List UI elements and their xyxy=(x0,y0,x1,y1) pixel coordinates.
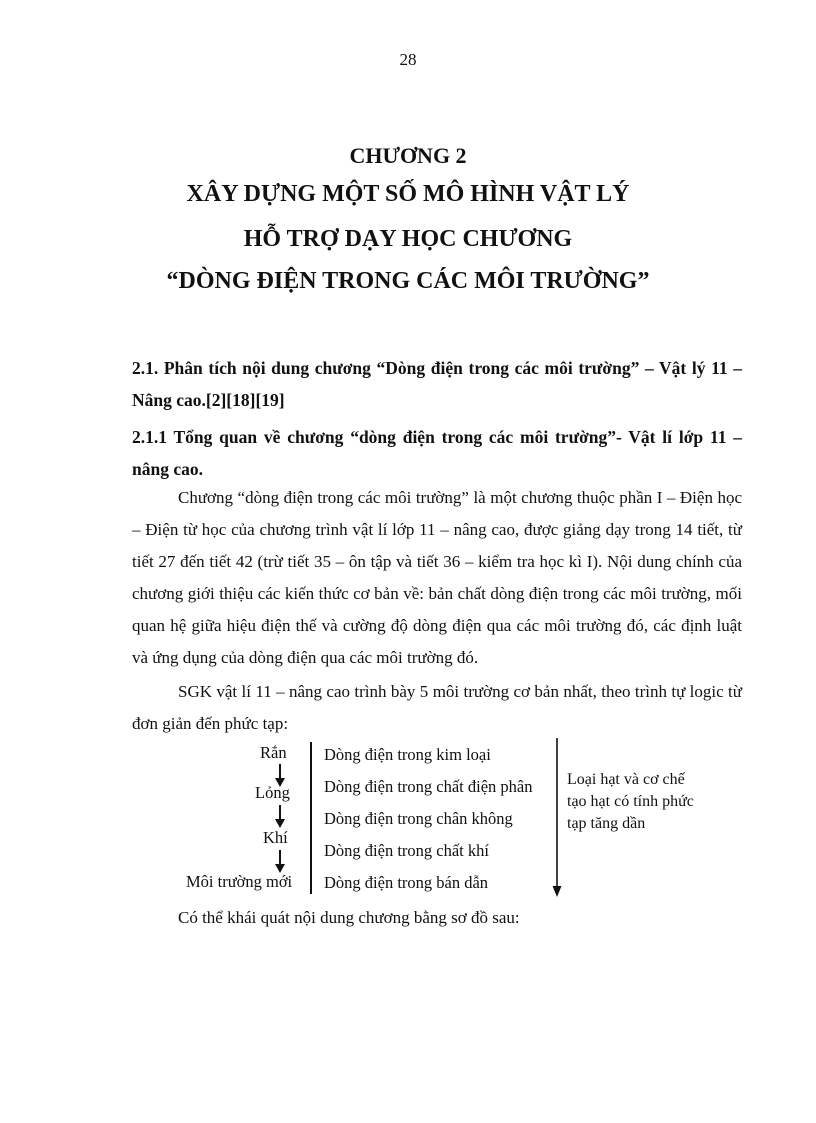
current-vacuum: Dòng điện trong chân không xyxy=(324,809,513,828)
page-number: 28 xyxy=(399,50,417,69)
arrow-down-icon xyxy=(274,805,286,829)
current-semiconductor: Dòng điện trong bán dẫn xyxy=(324,873,489,892)
long-arrow-down-icon xyxy=(551,738,563,898)
chapter-title-line3: “DÒNG ĐIỆN TRONG CÁC MÔI TRƯỜNG” xyxy=(166,268,650,294)
state-solid: Rắn xyxy=(260,743,287,762)
state-gas: Khí xyxy=(263,828,288,847)
chapter-title-line1: XÂY DỰNG MỘT SỐ MÔ HÌNH VẬT LÝ xyxy=(186,181,630,207)
closing-sentence: Có thể khái quát nội dung chương bằng sơ đồ sau: xyxy=(178,908,520,927)
divider-line xyxy=(310,742,312,894)
current-gas: Dòng điện trong chất khí xyxy=(324,841,489,860)
chapter-title-line2: HỖ TRỢ DẠY HỌC CHƯƠNG xyxy=(243,226,573,252)
state-new-medium: Môi trường mới xyxy=(186,872,293,891)
current-electrolyte: Dòng điện trong chất điện phân xyxy=(324,777,533,796)
paragraph-sequence: SGK vật lí 11 – nâng cao trình bày 5 môi trường cơ bản nhất, theo trình tự logic từ đơn giản đến phức tạp: xyxy=(132,682,742,733)
paragraph-overview: Chương “dòng điện trong các môi trường” là một chương thuộc phần I – Điện học – Điện từ học của chương trình vật lí lớp 11 – nâng cao, được giảng dạy trong 14 tiết, từ tiết 27 đến tiết 42 (trừ tiết 35 – ôn tập và tiết 36 – kiểm tra học kì I). Nội dung chính của chương giới thiệu các kiến thức cơ bản về: bản chất dòng điện trong các môi trường, mối quan hệ giữa hiệu điện thế và cường độ dòng điện qua các môi trường đó, các định luật và ứng dụng của dòng điện qua các môi trường đó. xyxy=(132,488,742,667)
arrow-down-icon xyxy=(274,850,286,874)
current-metal: Dòng điện trong kim loại xyxy=(324,745,491,764)
complexity-note: Loại hạt và cơ chế tạo hạt có tính phức tạp tăng dần xyxy=(567,771,694,832)
state-liquid: Lỏng xyxy=(255,783,290,802)
section-2-1-1-heading: 2.1.1 Tổng quan về chương “dòng điện trong các môi trường”- Vật lí lớp 11 – nâng cao. xyxy=(132,427,742,479)
chapter-label: CHƯƠNG 2 xyxy=(349,143,467,168)
section-2-1-heading: 2.1. Phân tích nội dung chương “Dòng điện trong các môi trường” – Vật lý 11 – Nâng cao.[2][18][19] xyxy=(132,358,742,410)
